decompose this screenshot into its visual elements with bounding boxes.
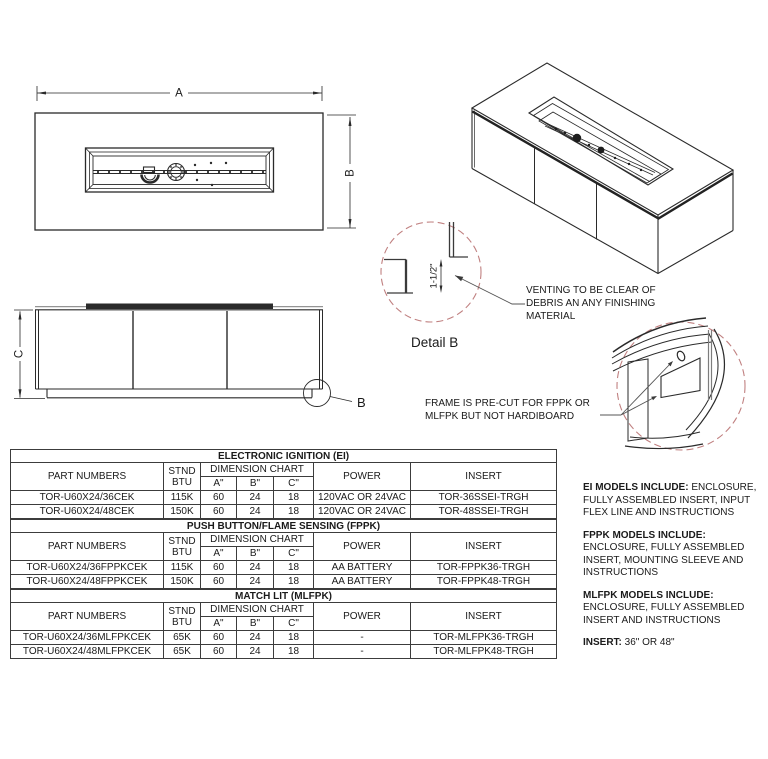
spec-cell: 18 (274, 561, 314, 575)
col-header-power: POWER (314, 603, 411, 631)
spec-cell: 60 (201, 505, 237, 519)
spec-cell: TOR-MLFPK36-TRGH (411, 631, 557, 645)
spec-cell: 120VAC OR 24VAC (314, 491, 411, 505)
col-header-insert: INSERT (411, 463, 557, 491)
detail-b-title: Detail B (411, 335, 459, 350)
spec-cell: AA BATTERY (314, 561, 411, 575)
spec-cell: TOR-FPPK48-TRGH (411, 575, 557, 589)
spec-cell: TOR-U60X24/36CEK (11, 491, 164, 505)
mlfpk-models-note-body: ENCLOSURE, FULLY ASSEMBLED INSERT AND INSTRUCTIONS (583, 602, 745, 626)
spec-cell: TOR-FPPK36-TRGH (411, 561, 557, 575)
spec-table-title-row (11, 450, 557, 463)
spec-cell: TOR-36SSEI-TRGH (411, 491, 557, 505)
ei-models-note-body: ENCLOSURE, FULLY ASSEMBLED INSERT, INPUT FLEX LINE AND INSTRUCTIONS (583, 482, 757, 518)
spec-cell: 18 (274, 631, 314, 645)
spec-row (11, 561, 557, 575)
frame-detail-boundary-circle (617, 322, 745, 450)
detail-b-view (381, 222, 525, 350)
col-header-dimension-chart: DIMENSION CHART (201, 463, 314, 477)
spec-cell: 24 (237, 505, 274, 519)
front-view (14, 304, 366, 411)
spec-cell: 60 (201, 491, 237, 505)
col-header-part-numbers: PART NUMBERS (11, 533, 164, 561)
col-header-insert: INSERT (411, 533, 557, 561)
spec-cell: TOR-U60X24/48MLFPKCEK (11, 645, 164, 659)
mlfpk-models-note (583, 590, 765, 628)
col-header-dim-b: B" (237, 547, 274, 561)
spec-cell: 24 (237, 631, 274, 645)
col-header-dimension-chart: DIMENSION CHART (201, 533, 314, 547)
insert-note-heading: INSERT: (583, 637, 622, 648)
spec-table-title: ELECTRONIC IGNITION (EI) (11, 450, 557, 463)
spec-cell: 24 (237, 491, 274, 505)
spec-cell: TOR-MLFPK48-TRGH (411, 645, 557, 659)
spec-table-header-row (11, 533, 557, 547)
detail-b-reference-circle (304, 380, 331, 407)
detail-b-reference-label: B (357, 395, 366, 410)
precut-oval-hole (676, 350, 686, 362)
fppk-models-note-body: ENCLOSURE, FULLY ASSEMBLED INSERT, MOUNTING SLEEVE AND INSTRUCTIONS (583, 542, 745, 578)
spec-tables (10, 449, 556, 659)
col-header-stnd-btu: STND BTU (164, 463, 201, 491)
frame-precut-note: FRAME IS PRE-CUT FOR FPPK OR MLFPK BUT NOT HARDIBOARD (425, 398, 590, 422)
col-header-dim-b: B" (237, 617, 274, 631)
col-header-dim-c: C" (274, 547, 314, 561)
col-header-power: POWER (314, 533, 411, 561)
spec-cell: - (314, 631, 411, 645)
spec-row (11, 631, 557, 645)
spec-cell: 60 (201, 561, 237, 575)
frame-detail-view (600, 318, 745, 450)
spec-cell: TOR-48SSEI-TRGH (411, 505, 557, 519)
col-header-insert: INSERT (411, 603, 557, 631)
spec-table-header-row (11, 603, 557, 617)
pilot-assembly (142, 167, 159, 183)
spec-row (11, 575, 557, 589)
spec-cell: - (314, 645, 411, 659)
spec-table-header-row (11, 463, 557, 477)
burner-opening-strip (86, 304, 273, 310)
spec-cell: 120VAC OR 24VAC (314, 505, 411, 519)
spec-table-title-row (11, 590, 557, 603)
spec-cell: TOR-U60X24/36FPPKCEK (11, 561, 164, 575)
spec-cell: 115K (164, 491, 201, 505)
col-header-stnd-btu: STND BTU (164, 603, 201, 631)
dimension-c-label: C (13, 349, 26, 359)
spec-cell: 150K (164, 575, 201, 589)
spec-cell: 65K (164, 631, 201, 645)
col-header-dim-a: A" (201, 477, 237, 491)
spec-cell: 150K (164, 505, 201, 519)
spec-cell: 24 (237, 645, 274, 659)
burner-tray-iso (529, 97, 673, 185)
spec-table-0 (10, 449, 557, 519)
fppk-models-note (583, 530, 765, 580)
frame-panel-edge (628, 359, 648, 441)
spec-row (11, 645, 557, 659)
spec-cell: 18 (274, 575, 314, 589)
ei-models-note (583, 482, 765, 520)
spec-cell: 115K (164, 561, 201, 575)
col-header-dim-b: B" (237, 477, 274, 491)
spec-cell: AA BATTERY (314, 575, 411, 589)
spec-cell: 60 (201, 631, 237, 645)
col-header-dim-a: A" (201, 617, 237, 631)
spec-cell: TOR-U60X24/48CEK (11, 505, 164, 519)
col-header-dim-c: C" (274, 617, 314, 631)
spec-cell: 18 (274, 491, 314, 505)
col-header-dim-a: A" (201, 547, 237, 561)
spec-table-2 (10, 589, 557, 659)
spec-table-1 (10, 519, 557, 589)
col-header-part-numbers: PART NUMBERS (11, 463, 164, 491)
col-header-dimension-chart: DIMENSION CHART (201, 603, 314, 617)
model-notes (583, 482, 765, 660)
insert-note-body: 36" OR 48" (621, 637, 675, 648)
mlfpk-models-note-heading: MLFPK MODELS INCLUDE: (583, 589, 714, 601)
spec-cell: TOR-U60X24/36MLFPKCEK (11, 631, 164, 645)
col-header-stnd-btu: STND BTU (164, 533, 201, 561)
spec-table-title-row (11, 520, 557, 533)
spec-table-title: PUSH BUTTON/FLAME SENSING (FPPK) (11, 520, 557, 533)
col-header-dim-c: C" (274, 477, 314, 491)
ei-models-note-heading: EI MODELS INCLUDE: (583, 482, 689, 493)
dimension-a-label: A (175, 87, 183, 100)
isometric-view (472, 63, 733, 274)
spec-table-title: MATCH LIT (MLFPK) (11, 590, 557, 603)
fppk-models-note-heading: FPPK MODELS INCLUDE: (583, 529, 706, 541)
spec-row (11, 491, 557, 505)
spec-cell: 18 (274, 505, 314, 519)
spec-cell: 18 (274, 645, 314, 659)
spec-cell: 24 (237, 561, 274, 575)
spec-row (11, 505, 557, 519)
precut-rectangular-hole (661, 358, 700, 398)
col-header-power: POWER (314, 463, 411, 491)
top-view (35, 86, 357, 230)
dimension-b-label: B (344, 169, 357, 177)
col-header-part-numbers: PART NUMBERS (11, 603, 164, 631)
spec-cell: 60 (201, 645, 237, 659)
venting-note: VENTING TO BE CLEAR OF DEBRIS AN ANY FINISHING MATERIAL (526, 285, 656, 322)
spec-cell: 60 (201, 575, 237, 589)
insert-note (583, 637, 765, 650)
igniter-assembly (168, 164, 185, 181)
spec-cell: 65K (164, 645, 201, 659)
burner-tray-top (86, 148, 274, 192)
spec-cell: 24 (237, 575, 274, 589)
spec-cell: TOR-U60X24/48FPPKCEK (11, 575, 164, 589)
venting-gap-dimension: 1-1/2" (428, 263, 440, 289)
